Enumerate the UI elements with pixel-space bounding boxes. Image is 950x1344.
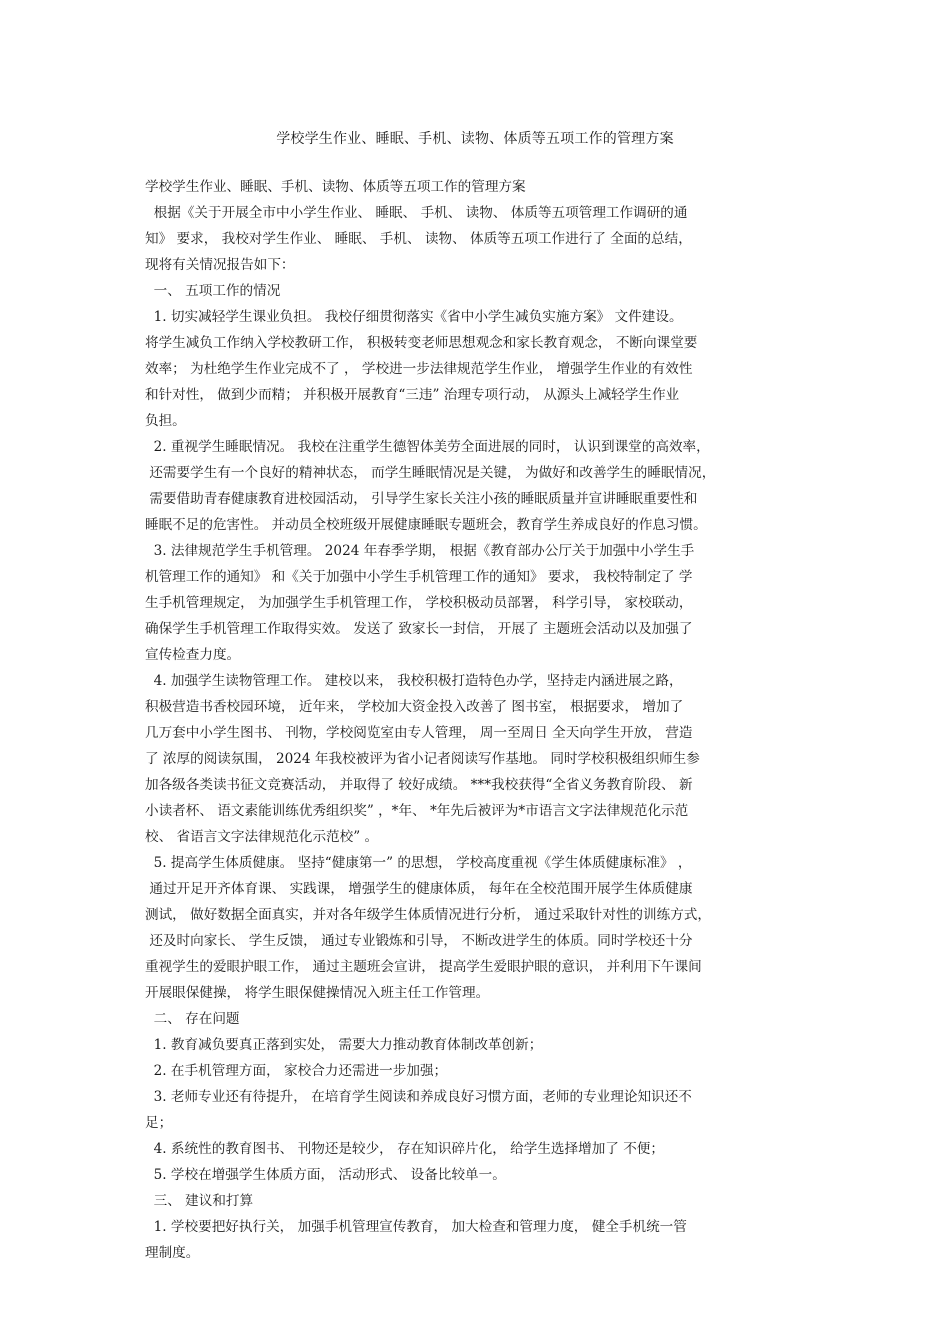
text-line: 和针对性， 做到少而精； 并积极开展教育“三违” 治理专项行动， 从源头上减轻学生作业 <box>145 387 680 403</box>
text-line: 宣传检查力度。 <box>145 647 241 663</box>
text-line: 了 浓厚的阅读氛围， 2024 年我校被评为省小记者阅读写作基地。 同时学校积极组织师生参 <box>145 751 700 767</box>
document-body <box>145 174 810 1266</box>
text-line: 测试， 做好数据全面真实，并对各年级学生体质情况进行分析， 通过采取针对性的训练方式， <box>145 907 711 923</box>
text-line: 1. 教育减负要真正落到实处， 需要大力推动教育体制改革创新； <box>145 1037 543 1053</box>
text-line: 效率； 为杜绝学生作业完成不了 ， 学校进一步法律规范学生作业， 增强学生作业的有效性 <box>145 361 693 377</box>
text-line: 理制度。 <box>145 1245 200 1261</box>
text-line: 通过开足开齐体育课、 实践课， 增强学生的健康体质， 每年在全校范围开展学生体质健康 <box>145 881 693 897</box>
text-line: 4. 系统性的教育图书、 刊物还是较少， 存在知识碎片化， 给学生选择增加了 不便； <box>145 1141 664 1157</box>
text-line: 知》 要求， 我校对学生作业、 睡眠、 手机、 读物、 体质等五项工作进行了 全面的总结， <box>145 231 692 247</box>
text-line: 4. 加强学生读物管理工作。 建校以来， 我校积极打造特色办学，坚持走内涵进展之路， <box>145 673 683 689</box>
text-line: 3. 老师专业还有待提升， 在培育学生阅读和养成良好习惯方面，老师的专业理论知识还不 <box>145 1089 692 1105</box>
text-line: 积极营造书香校园环境， 近年来， 学校加大资金投入改善了 图书室， 根据要求， 增加了 <box>145 699 684 715</box>
text-line: 二、 存在问题 <box>145 1011 240 1027</box>
text-line: 机管理工作的通知》 和《关于加强中小学生手机管理工作的通知》 要求， 我校特制定了 学 <box>145 569 693 585</box>
text-line: 睡眠不足的危害性。 并动员全校班级开展健康睡眠专题班会，教育学生养成良好的作息习惯。 <box>145 517 707 533</box>
text-line: 现将有关情况报告如下： <box>145 257 295 273</box>
text-line: 5. 提高学生体质健康。 坚持“健康第一” 的思想， 学校高度重视《学生体质健康标准》 ， <box>145 855 692 871</box>
text-line: 校、 省语言文字法律规范化示范校” 。 <box>145 829 379 845</box>
text-line: 三、 建议和打算 <box>145 1193 254 1209</box>
text-line: 生手机管理规定， 为加强学生手机管理工作， 学校积极动员部署， 科学引导， 家校联动， <box>145 595 693 611</box>
text-line: 1. 切实减轻学生课业负担。 我校仔细贯彻落实《省中小学生减负实施方案》 文件建设。 <box>145 309 683 325</box>
text-line: 2. 在手机管理方面， 家校合力还需进一步加强； <box>145 1063 448 1079</box>
text-line: 3. 法律规范学生手机管理。 2024 年春季学期， 根据《教育部办公厅关于加强中小学生手 <box>145 543 695 559</box>
text-line: 需要借助青春健康教育进校园活动， 引导学生家长关注小孩的睡眠质量并宣讲睡眠重要性和 <box>145 491 698 507</box>
text-line: 还需要学生有一个良好的精神状态， 而学生睡眠情况是关键， 为做好和改善学生的睡眠情况， <box>145 465 716 481</box>
text-line: 负担。 <box>145 413 186 429</box>
text-line: 还及时向家长、 学生反馈， 通过专业锻炼和引导， 不断改进学生的体质。同时学校还十分 <box>145 933 693 949</box>
text-line: 几万套中小学生图书、 刊物，学校阅览室由专人管理， 周一至周日 全天向学生开放， 营造 <box>145 725 693 741</box>
text-line: 将学生减负工作纳入学校教研工作， 积极转变老师思想观念和家长教育观念， 不断向课堂要 <box>145 335 698 351</box>
document-title: 学校学生作业、睡眠、手机、读物、体质等五项工作的管理方案 <box>276 131 674 147</box>
text-line: 确保学生手机管理工作取得实效。 发送了 致家长一封信， 开展了 主题班会活动以及加强了 <box>145 621 693 637</box>
text-line: 2. 重视学生睡眠情况。 我校在注重学生德智体美劳全面进展的同时， 认识到课堂的高效率， <box>145 439 710 455</box>
text-line: 学校学生作业、睡眠、手机、读物、体质等五项工作的管理方案 <box>145 179 526 195</box>
text-line: 根据《关于开展全市中小学生作业、 睡眠、 手机、 读物、 体质等五项管理工作调研的通 <box>145 205 688 221</box>
text-line: 加各级各类读书征文竞赛活动， 并取得了 较好成绩。 ***我校获得“全省义务教育阶段、 新 <box>145 777 693 793</box>
text-line: 一、 五项工作的情况 <box>145 283 281 299</box>
text-line: 重视学生的爱眼护眼工作， 通过主题班会宣讲， 提高学生爱眼护眼的意识， 并利用下午课间 <box>145 959 702 975</box>
text-line: 5. 学校在增强学生体质方面， 活动形式、 设备比较单一。 <box>145 1167 506 1183</box>
text-line: 1. 学校要把好执行关， 加强手机管理宣传教育， 加大检查和管理力度， 健全手机统一管 <box>145 1219 687 1235</box>
text-line: 小读者杯、 语文素能训练优秀组织奖” ，*年、 *年先后被评为*市语言文字法律规范化示范 <box>145 803 689 819</box>
text-line: 开展眼保健操， 将学生眼保健操情况入班主任工作管理。 <box>145 985 490 1001</box>
text-line: 足； <box>145 1115 173 1131</box>
